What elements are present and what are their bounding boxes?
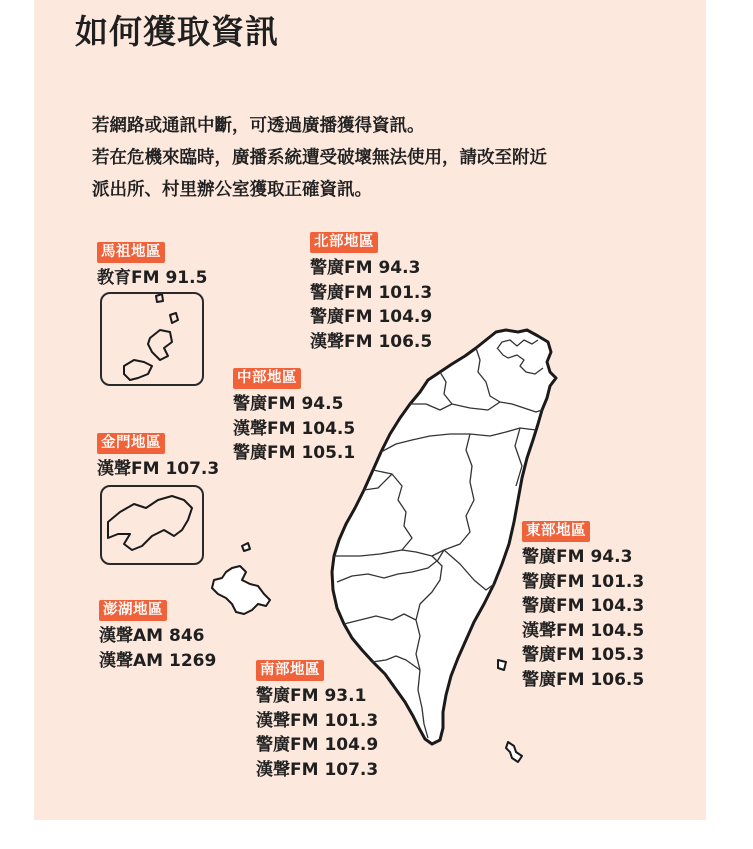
page-title: 如何獲取資訊 (75, 12, 279, 51)
station-item: 教育FM 91.5 (97, 268, 208, 288)
green-island (498, 660, 506, 670)
station-list (233, 392, 355, 466)
region-badge: 金門地區 (97, 433, 165, 454)
intro-line: 若在危機來臨時，廣播系統遭受破壞無法使用，請改至附近 (92, 148, 547, 168)
station-item: 警廣FM 105.1 (233, 443, 356, 463)
station-item: 漢聲FM 106.5 (310, 331, 433, 352)
region-badge: 北部地區 (310, 232, 378, 253)
region-penghu (99, 599, 216, 673)
station-item: 漢聲FM 107.3 (97, 459, 220, 479)
station-item: 警廣FM 104.3 (522, 596, 645, 616)
region-badge: 馬祖地區 (97, 242, 165, 263)
station-list (99, 624, 216, 673)
station-item: 警廣FM 93.1 (256, 686, 367, 706)
station-item: 漢聲FM 107.3 (256, 759, 379, 780)
station-list (310, 256, 432, 354)
station-list (522, 545, 644, 692)
station-item: 警廣FM 104.9 (310, 307, 433, 327)
station-list (256, 684, 378, 782)
station-list (97, 266, 207, 291)
station-item: 警廣FM 105.3 (522, 645, 645, 665)
matsu-inset-frame (100, 292, 204, 386)
station-item: 漢聲AM 1269 (99, 650, 217, 671)
region-central (233, 367, 355, 466)
region-south (256, 659, 378, 782)
region-matsu (97, 241, 207, 291)
intro-line: 若網路或通訊中斷，可透過廣播獲得資訊。 (92, 116, 425, 136)
station-item: 警廣FM 101.3 (310, 282, 433, 303)
orchid-island (506, 742, 522, 762)
station-item: 漢聲FM 104.5 (233, 418, 356, 439)
region-badge: 澎湖地區 (99, 600, 167, 621)
region-east (522, 520, 644, 692)
station-item: 警廣FM 104.9 (256, 735, 379, 755)
station-item: 漢聲AM 846 (99, 626, 205, 646)
station-item: 警廣FM 94.3 (310, 258, 421, 278)
penghu-islet (242, 543, 250, 551)
region-badge: 東部地區 (522, 521, 590, 542)
station-item: 漢聲FM 101.3 (256, 710, 379, 731)
station-item: 漢聲FM 104.5 (522, 620, 645, 641)
region-kinmen (97, 432, 219, 482)
intro-line: 派出所、村里辦公室獲取正確資訊。 (92, 180, 372, 200)
station-item: 警廣FM 106.5 (522, 669, 645, 690)
station-item: 警廣FM 94.5 (233, 394, 344, 414)
station-item: 警廣FM 101.3 (522, 571, 645, 592)
station-item: 警廣FM 94.3 (522, 547, 633, 567)
region-badge: 中部地區 (233, 368, 301, 389)
region-north (310, 231, 432, 354)
kinmen-inset-frame (100, 485, 204, 565)
region-badge: 南部地區 (256, 660, 324, 681)
station-list (97, 457, 219, 482)
penghu-islands (212, 566, 270, 614)
